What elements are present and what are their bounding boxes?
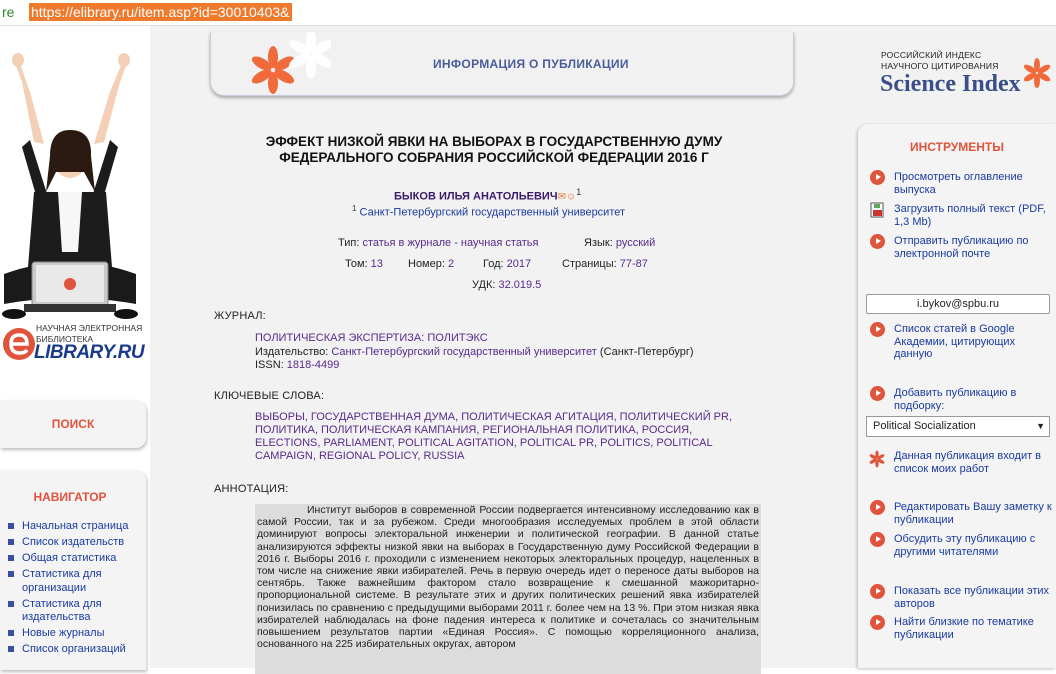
tools-panel	[858, 124, 1056, 668]
play-icon[interactable]	[870, 322, 885, 337]
download-pdf-link[interactable]: Загрузить полный текст (PDF, 1,3 Mb)	[894, 203, 1046, 228]
affiliation[interactable]: Санкт-Петербургский государственный университет	[359, 206, 626, 219]
affil-sup: 1	[352, 204, 357, 213]
type-meta	[338, 237, 538, 249]
logo-subtitle: НАУЧНАЯ ЭЛЕКТРОННАЯ БИБЛИОТЕКА	[36, 323, 143, 344]
in-my-works-text[interactable]: Данная публикация входит в список моих работ	[894, 450, 1042, 475]
science-index-logo[interactable]: Science Index	[880, 71, 1021, 97]
pages-meta	[562, 258, 648, 270]
lang-label: Язык:	[584, 237, 613, 249]
nav-item-publisher-stats[interactable]: Статистика для издательства	[8, 598, 140, 625]
asterisk-flower-icon	[241, 32, 331, 96]
journal-label: ЖУРНАЛ:	[214, 310, 266, 322]
browser-address-bar[interactable]	[0, 0, 1056, 26]
browser-prefix: re	[2, 4, 15, 20]
abstract-label: АННОТАЦИЯ:	[214, 483, 289, 495]
play-icon[interactable]	[870, 584, 885, 599]
year-meta	[483, 258, 531, 270]
udk-label: УДК:	[472, 279, 496, 291]
collection-selected: Political Socialization	[873, 420, 976, 432]
year-value: 2017	[506, 258, 532, 270]
journal-block	[255, 332, 694, 373]
tools-title: ИНСТРУМЕНТЫ	[909, 140, 1005, 154]
url-text[interactable]: https://elibrary.ru/item.asp?id=30010403&	[31, 4, 290, 20]
navigator-list	[8, 520, 140, 659]
volume-value[interactable]: 13	[370, 258, 383, 270]
search-tab[interactable]: ПОИСК	[0, 400, 146, 448]
email-input[interactable]: i.bykov@spbu.ru	[866, 294, 1050, 314]
find-similar-link[interactable]: Найти близкие по тематике публикации	[894, 616, 1034, 641]
nav-item-new-journals[interactable]: Новые журналы	[8, 627, 140, 641]
udk-value: 32.019.5	[498, 279, 542, 291]
view-toc-link[interactable]: Просмотреть оглавление выпуска	[894, 171, 1023, 196]
number-value[interactable]: 2	[447, 258, 455, 270]
author-sup: 1	[576, 187, 582, 197]
nav-item-organizations[interactable]: Список организаций	[8, 643, 140, 657]
publisher-label: Издательство:	[255, 345, 329, 358]
play-icon[interactable]	[870, 500, 885, 515]
journal-name[interactable]: ПОЛИТИЧЕСКАЯ ЭКСПЕРТИЗА: ПОЛИТЭКС	[255, 332, 488, 344]
play-icon[interactable]	[870, 234, 885, 249]
lang-value: русский	[615, 237, 656, 249]
play-icon[interactable]	[870, 615, 885, 630]
collection-select[interactable]	[866, 416, 1050, 437]
banner-title: ИНФОРМАЦИЯ О ПУБЛИКАЦИИ	[433, 57, 629, 71]
author-line	[394, 187, 581, 203]
science-index-flower-icon	[1020, 56, 1054, 90]
play-icon[interactable]	[870, 386, 885, 401]
keywords-list[interactable]: ВЫБОРЫ, ГОСУДАРСТВЕННАЯ ДУМА, ПОЛИТИЧЕСКАЯ АГИТАЦИЯ, ПОЛИТИЧЕСКИЙ PR, ПОЛИТИКА, ПОЛИТИЧЕСКАЯ КАМПАНИЯ, РЕГИОНАЛЬНАЯ ПОЛИТИКА, РОССИЯ, ELECTIONS, PARLIAMENT, POLITICAL AGITATION, POLITICAL PR, POLITICS, POLITICAL CAMPAIGN, REGIONAL POLICY, RUSSIA	[255, 411, 733, 462]
person-icon[interactable]: ☺	[565, 191, 577, 203]
science-index-caption	[881, 50, 999, 72]
pages-value: 77-87	[619, 258, 648, 270]
show-all-authors-link[interactable]: Показать все публикации этих авторов	[894, 585, 1050, 610]
type-value: статья в журнале - научная статья	[362, 237, 539, 249]
affiliation-line	[352, 204, 625, 219]
keywords-label: КЛЮЧЕВЫЕ СЛОВА:	[214, 390, 325, 402]
nav-item-publishers[interactable]: Список издательств	[8, 536, 140, 550]
abstract-text: Институт выборов в современной России подвергается интенсивному исследованию как в самой России, так и за рубежом. Среди многообразия исследуемых проблем в этой области доминируют вопросы электоральной инженерии и политической географии. В данной статье анализируются эффекты низкой явки на выборах в Государственную думу Российской Федерации в 2016 г. Выборы 2016 г. проходили с изменением некоторых электоральных процедур, нацеленных в том числе на снижение явки избирателей. Речь в первую очередь идет о переносе даты выборов на сентябрь. Также важнейшим фактором стало возвращение к смешанной мажоритарно-пропорциональной системе. В результате этих и других политических решений явка избирателей понизилась по сравнению с предыдущими выборами 2011 г. более чем на 13 %. При этом низкая явка избирателей наблюдалась на фоне падения интереса к политике и сочеталась со значительным повышением результатов партии «Единая Россия». С помощью корреляционного анализа, основанного на 225 избирательных округах, автором	[255, 504, 761, 674]
udk-meta	[472, 279, 541, 291]
mascot-illustration	[0, 52, 140, 324]
issn-value[interactable]: 1818-4499	[286, 359, 340, 371]
send-email-link[interactable]: Отправить публикацию по электронной почте	[894, 235, 1029, 260]
google-scholar-link[interactable]: Список статей в Google Академии, цитирующих данную	[894, 323, 1016, 360]
science-index-line1: РОССИЙСКИЙ ИНДЕКС	[881, 50, 982, 60]
left-column	[0, 26, 150, 668]
email-icon[interactable]: ✉	[557, 191, 566, 203]
play-icon[interactable]	[870, 532, 885, 547]
lang-meta	[584, 237, 655, 249]
year-label: Год:	[483, 258, 504, 270]
add-collection-link[interactable]: Добавить публикацию в подборку:	[894, 387, 1017, 412]
pdf-icon[interactable]	[870, 202, 885, 218]
nav-item-org-stats[interactable]: Статистика для организации	[8, 568, 140, 595]
publisher-city: (Санкт-Петербург)	[599, 345, 694, 358]
page	[0, 26, 1056, 668]
nav-item-general-stats[interactable]: Общая статистика	[8, 552, 140, 566]
navigator-panel	[0, 470, 146, 670]
number-label: Номер:	[408, 258, 445, 270]
article-title: ЭФФЕКТ НИЗКОЙ ЯВКИ НА ВЫБОРАХ В ГОСУДАРСТВЕННУЮ ДУМУ ФЕДЕРАЛЬНОГО СОБРАНИЯ РОССИЙСКОЙ ФЕДЕРАЦИИ 2016 Г	[265, 134, 723, 165]
discuss-link[interactable]: Обсудить эту публикацию с другими читателями	[894, 533, 1036, 558]
publisher-value[interactable]: Санкт-Петербургский государственный университет	[331, 345, 597, 358]
type-label: Тип:	[338, 237, 360, 249]
chevron-down-icon: ▼	[1036, 421, 1045, 431]
science-index-line2: НАУЧНОГО ЦИТИРОВАНИЯ	[881, 61, 999, 71]
issn-label: ISSN:	[255, 359, 284, 371]
pages-label: Страницы:	[562, 258, 617, 270]
navigator-title: НАВИГАТОР	[33, 490, 107, 504]
elibrary-e-icon	[2, 326, 36, 362]
volume-label: Том:	[345, 258, 368, 270]
publication-banner	[210, 32, 794, 96]
play-icon[interactable]	[870, 170, 885, 185]
volume-meta	[345, 258, 383, 270]
edit-note-link[interactable]: Редактировать Вашу заметку к публикации	[894, 501, 1052, 526]
logo-name[interactable]: LIBRARY.RU	[34, 342, 145, 363]
author-name[interactable]: БЫКОВ ИЛЬЯ АНАТОЛЬЕВИЧ	[394, 190, 558, 203]
number-meta	[408, 258, 454, 270]
asterisk-icon	[868, 450, 886, 468]
nav-item-home[interactable]: Начальная страница	[8, 520, 140, 534]
